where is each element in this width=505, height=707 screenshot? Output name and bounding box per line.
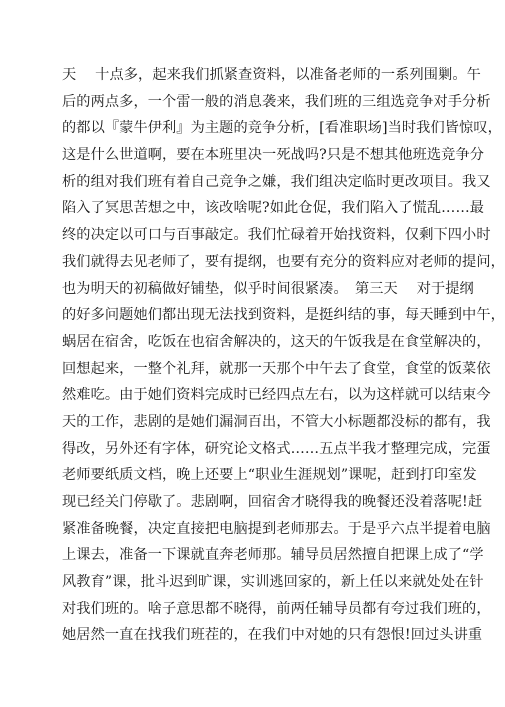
text-line: 对我们班的。啥子意思都不晓得，前两任辅导员都有夸过我们班的， (62, 600, 491, 617)
text-line: 老师要纸质文档，晚上还要上“职业生涯规划”课呢，赶到打印室发 (62, 467, 477, 484)
text-line: 终的决定以可口与百事敲定。我们忙碌着开始找资料，仅剩下四小时 (62, 227, 491, 244)
document-page (62, 62, 505, 649)
text-line: 紧准备晚餐，决定直接把电脑提到老师那去。于是乎六点半提着电脑 (62, 520, 491, 537)
text-line: 得改，另外还有字体，研究论文格式……五点半我才整理完成，完蛋 (62, 440, 491, 457)
text-line: 天的工作，悲剧的是她们漏洞百出，不管大小标题都没标的都有，我 (62, 413, 491, 430)
text-line: 她居然一直在找我们班茬的，在我们中对她的只有怨恨!回过头讲重 (62, 627, 483, 644)
text-line: 上课去，准备一下课就直奔老师那。辅导员居然擅自把课上成了“学 (62, 547, 484, 564)
text-line: 的好多问题她们都出现无法找到资料，是挺纠结的事，每天睡到中午， (62, 307, 505, 324)
text-line: 我们就得去见老师了，要有提纲，也要有充分的资料应对老师的提问， (62, 253, 505, 270)
body-text (62, 62, 505, 649)
text-line: 风教育”课，批斗迟到旷课，实训逃回家的，新上任以来就处处在针 (62, 574, 484, 591)
text-line: 析的组对我们班有着自己竞争之嫌，我们组决定临时更改项目。我又 (62, 173, 491, 190)
text-line: 天 十点多，起来我们抓紧查资料，以准备老师的一系列围剿。午 (62, 67, 481, 83)
text-line: 然难吃。由于她们资料完成时已经四点左右，以为这样就可以结束今 (62, 387, 491, 404)
text-line: 回想起来，一整个礼拜，就那一天那个中午去了食堂，食堂的饭菜依 (62, 360, 491, 377)
text-line: 现已经关门停歇了。悲剧啊，回宿舍才晓得我的晚餐还没着落呢!赶 (62, 494, 483, 510)
text-line: 的都以『蒙牛伊利』为主题的竞争分析，[看准职场]当时我们皆惊叹， (62, 120, 502, 137)
text-line: 这是什么世道啊，要在本班里决一死战吗?只是不想其他班选竞争分 (62, 147, 485, 164)
text-line: 后的两点多，一个雷一般的消息袭来，我们班的三组选竞争对手分析 (62, 93, 491, 110)
text-line: 陷入了冥思苦想之中，该改啥呢?如此仓促，我们陷入了慌乱……最 (62, 200, 485, 217)
text-line: 蜗居在宿舍，吃饭在也宿舍解决的，这天的午饭我是在食堂解决的， (62, 333, 491, 350)
text-line: 也为明天的初稿做好铺垫，似乎时间很紧凑。 第三天 对于提纲 (62, 280, 474, 297)
